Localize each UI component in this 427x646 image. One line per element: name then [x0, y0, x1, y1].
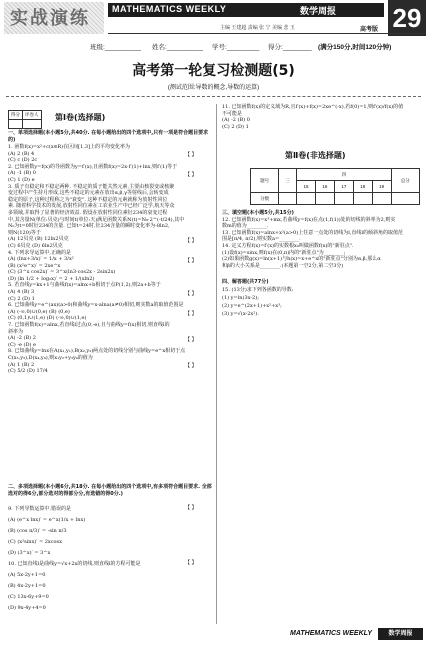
- magazine-title: MATHEMATICS WEEKLY: [112, 4, 227, 14]
- answer-bracket[interactable]: 【 】: [185, 291, 197, 297]
- dashed-divider: [6, 96, 421, 97]
- brand-name: 数学周报: [300, 7, 337, 17]
- left-column: [8, 130, 213, 143]
- exam-note: (满分150分,时间120分钟): [318, 44, 392, 51]
- footer-magazine: MATHEMATICS WEEKLY: [290, 630, 373, 637]
- fill-in-section: 三、填空题(本小题5分,共15分) 12. 已知函数f(x)=x³+mx,若曲线y=f(x)在点(1,f(1))处的切线的斜率为2,则实 数m的值为________. 13. 已知函数f(x)=alnx+x²(a>0)上任意一点处的切线为l,直线l的倾斜角的取值范 围是[π/4, π/2),则实数a=________. 14. 定义方程f(x)=f′(x)的实数根x₀叫做函数f(x)的"新驻点". (1)设f(x)=sinx,则f(x)在(0,π)内的"新驻点"为________; (2)如果函数g(x)=ln(x+1)与h(x)=x+e^x的"新驻点"分别为α,β,那么α 和β的大小关系是________.(本题第一空2分,第二空3分): [222, 210, 422, 269]
- name-field[interactable]: 姓名:__________: [152, 44, 203, 51]
- score-cell: 得分: [9, 111, 23, 120]
- answer-bracket[interactable]: 【 】: [185, 238, 197, 244]
- multi-questions: 9. 下列导数运算中,错误的是 (A) (e^x lnx)′ = e^x(1/x + lnx) (B) (cos π/3)′ = -sin π/3 (C) (x²sinx)′ = 2xcosx (D) (3^x)′ = 3^x 10. 已知直线l是曲线y=√x+2x的切线,则直线l的方程可能是 (A) 5x-2y+1=0 (B) 4x-2y+1=0 (C) 13x-6y+9=0 (D) 9x-4y+4=0: [8, 506, 141, 611]
- q2: 2. 已知函数y=f(x)的导函数为y=f′(x),且函数f(x)=2x·f′(1)+lnx,则f′(1)等于: [8, 163, 178, 170]
- editors-line: 主编 王建超 责编 张 宁 美编 悲 玉: [220, 25, 295, 31]
- footer-brand: 数学周报: [378, 628, 423, 640]
- answer-bracket[interactable]: 【 】: [185, 337, 197, 343]
- grader-cell: 评卷人: [23, 111, 42, 120]
- answer-section: 四、解答题(共77分) 15. (13分)求下列各函数的导数: (1) y=ln(3x-2); (2) y=e^(2x+1)+x²+x³; (3) y=√(x-2x²).: [222, 278, 422, 318]
- answer-bracket[interactable]: 【 】: [185, 258, 197, 264]
- section-1-title: 一、单项选择题(本小题5分,共40分. 在每小题给出的四个选项中,只有一项是符合题目要求的): [8, 130, 209, 143]
- answer-bracket[interactable]: 【 】: [185, 172, 197, 178]
- part2-heading: 第Ⅱ卷(非选择题): [285, 151, 346, 160]
- column-divider: [216, 104, 217, 624]
- q1-ab: (A) 2 (B) 4: [8, 150, 35, 157]
- mc-questions: 1. 函数f(x)=x²+c(x∈R)在区间[1,3]上的平均变化率为 (A) 2 (B) 4 (C) c (D) 2c 2. 已知函数y=f(x)的导函数为y=f′(x),且函数f(x)=2x·f′(1)+lnx,则f′(1)等于 (A) -1 (B) 0 (C) 1 (D) e 3. 质子有稳定和不稳定两种. 不稳定的质子能关然元素,主要由核裂变或核聚 变过程中产生持月形成,这些不稳定的元素在放出α,β,γ等射线后,会转变成 稳定的原子,这种过程称之为"衰变". 这种不稳定的元素就称为放射性同位 素. 随着科学技术的发展,放射性同位素在工农业生产中已经广泛学,航天等众 多领域,并取得了显著的经济效益. 假设在放射性同位素钍234的衰变过程 中,其含量N(单位:贝克)与时间t(单位:天)满足函数关系N(t)=N₀·2^(-t/24),其中 N₀为t=0时钍234的含量. 已知t=24时,钍234含量的瞬时变化率为-8ln2, 则N(120)等于 (A) 12贝克 (B) 12ln2贝克 (C) 6贝克 (D) 6ln2贝克 4. 下列求导运算中,正确的是 (A) (lnx+3/x)′ = 1/x + 3/x² (B) (x²e^x)′ = 2xe^x (C) (3^x cos2x)′ = 3^x(ln3·cos2x - 2sin2x) (D) (ln 1/2 + log₂x)′ = 2 + 1/(xln2) 5. 若直线y=kx+1与曲线f(x)=alnx+b相切于点P(1,2),则2a+b等于 (A) 4 (B) 3 (C) 2 (D) 1 6. 已知曲线y=e^(ax)(a>0)和曲线y=x-alna(a≠0)相切,则实数a的取值范围是 (A) (-∞,0)∪(0,e) (B) (0,e) (C) (0,1)∪(1,e) (D) (-∞,0)∪(1,e) 7. 已知函数f(x)=alnx,若直线l过点(0,-e),且与曲线y=f(x)相切,则直线l的 斜率为 (A) -2 (B) 2 (C) -e (D) e 8. 已知曲线y=lnx在A(x₁,y₁),B(x₂,y₂)两点处的切线分别与曲线y=e^x相切于点 C(x₃,y₃),D(x₄,y₄),则x₁y₂+y₃y₄的值为 (A) 1 (B) 2 (C) 5/2 (D) 17/4: [8, 144, 213, 375]
- id-field[interactable]: 学号:_________: [212, 44, 260, 51]
- answer-bracket[interactable]: 【 】: [185, 505, 197, 511]
- page-subtitle: (测试范围:导数的概念,导数的运算): [167, 85, 260, 91]
- score-box: [8, 110, 42, 129]
- page-title: 高考第一轮复习检测题(5): [132, 63, 295, 79]
- q1: 1. 函数f(x)=x²+c(x∈R)在区间[1,3]上的平均变化率为: [8, 144, 130, 150]
- part1-heading: 第Ⅰ卷(选择题): [55, 113, 106, 122]
- q2-cd: (C) 1 (D) e: [8, 176, 35, 183]
- score-field[interactable]: 得分:________: [268, 44, 312, 51]
- edition-label: 高考版: [360, 27, 379, 33]
- q2-ab: (A) -1 (B) 0: [8, 170, 36, 177]
- answer-bracket[interactable]: 【 】: [185, 560, 197, 566]
- section-2-title: 二、多项选择题(本小题6分,共18分. 在每小题给出的四个选项中,有多项符合题目要求. 全部选对的得6分,部分选对的得部分分,有选错的得0分.): [8, 484, 212, 497]
- section-logo-text: 实战演练: [10, 8, 90, 29]
- header-divider: [108, 33, 426, 34]
- answer-bracket[interactable]: 【 】: [185, 363, 197, 369]
- section-logo: [4, 2, 104, 34]
- section-2: [8, 484, 213, 497]
- q1-cd: (C) c (D) 2c: [8, 157, 38, 164]
- q11-block: 11. 已知函数f(x)的定义域为R,且f′(x)+f(x)=2xe^(-x),若f(0)=1,则f′(x)/f(x)的值 不可能是 (A) -2 (B) 0 (C) 2 (D) 1: [222, 104, 404, 130]
- answer-bracket[interactable]: 【 】: [185, 311, 197, 317]
- issue-number: 29: [388, 0, 426, 36]
- answer-bracket[interactable]: 【 】: [185, 152, 197, 158]
- section-3-title: 三、填空题(本小题5分,共15分): [222, 210, 294, 216]
- score-table: 题号 三 四 总分 15 16 17 18 19 分数: [250, 168, 420, 205]
- section-4-title: 四、解答题(共77分): [222, 279, 269, 285]
- class-field[interactable]: 班级:__________: [90, 44, 141, 51]
